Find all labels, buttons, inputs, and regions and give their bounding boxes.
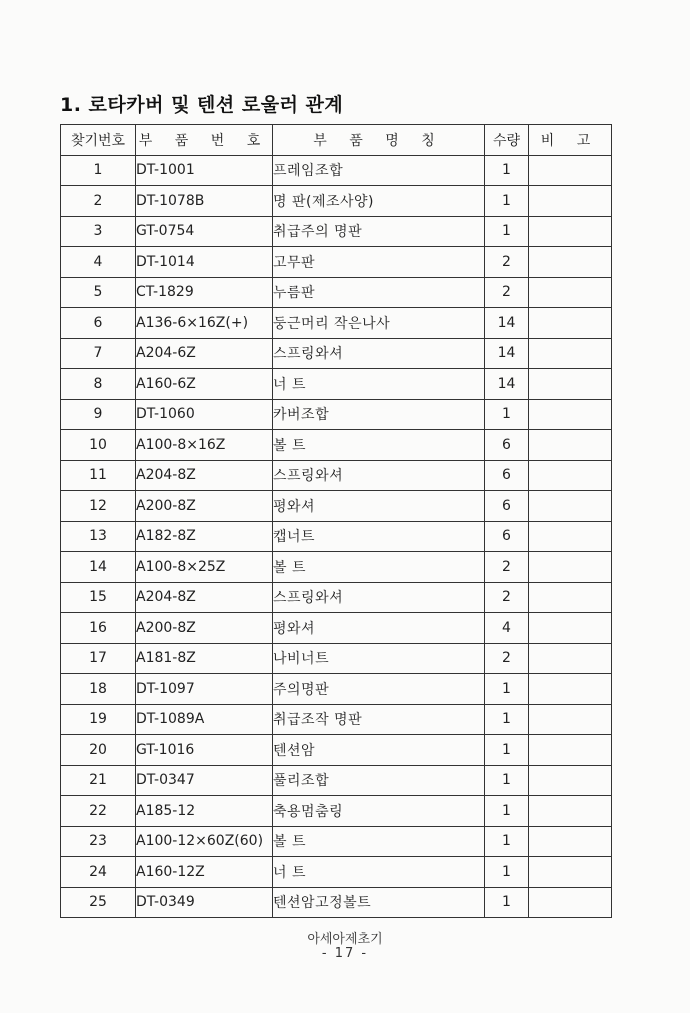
table-row	[61, 338, 612, 369]
cell-remarks	[529, 308, 612, 339]
cell-part-number: DT-1060	[136, 399, 273, 430]
cell-quantity: 6	[485, 460, 529, 491]
cell-find-number: 7	[61, 338, 136, 369]
cell-part-name: 텐션암고정볼트	[273, 887, 485, 918]
table-row	[61, 643, 612, 674]
cell-find-number: 6	[61, 308, 136, 339]
cell-part-number: DT-0347	[136, 765, 273, 796]
page-number: - 17 -	[321, 946, 369, 961]
cell-find-number: 21	[61, 765, 136, 796]
page-title: 1. 로타카버 및 텐션 로울러 관계	[60, 94, 344, 116]
cell-quantity: 1	[485, 704, 529, 735]
parts-table	[60, 124, 612, 918]
cell-remarks	[529, 277, 612, 308]
cell-part-name: 텐션암	[273, 735, 485, 766]
table-row	[61, 735, 612, 766]
cell-find-number: 13	[61, 521, 136, 552]
cell-remarks	[529, 796, 612, 827]
table-row	[61, 460, 612, 491]
cell-part-number: A204-8Z	[136, 460, 273, 491]
cell-part-number: A200-8Z	[136, 613, 273, 644]
header-part-name: 부 품 명 칭	[273, 125, 485, 156]
cell-quantity: 1	[485, 186, 529, 217]
cell-remarks	[529, 857, 612, 888]
cell-find-number: 9	[61, 399, 136, 430]
cell-part-name: 카버조합	[273, 399, 485, 430]
table-row	[61, 613, 612, 644]
cell-quantity: 14	[485, 308, 529, 339]
cell-remarks	[529, 735, 612, 766]
cell-part-number: A136-6×16Z(+)	[136, 308, 273, 339]
cell-part-name: 나비너트	[273, 643, 485, 674]
cell-remarks	[529, 491, 612, 522]
cell-part-number: DT-1089A	[136, 704, 273, 735]
header-quantity: 수량	[485, 125, 529, 156]
table-row	[61, 430, 612, 461]
cell-remarks	[529, 521, 612, 552]
cell-quantity: 1	[485, 735, 529, 766]
cell-part-number: GT-0754	[136, 216, 273, 247]
table-row	[61, 674, 612, 705]
cell-part-name: 스프링와셔	[273, 582, 485, 613]
cell-find-number: 2	[61, 186, 136, 217]
cell-find-number: 23	[61, 826, 136, 857]
cell-part-name: 명 판(제조사양)	[273, 186, 485, 217]
cell-part-number: A100-12×60Z(60)	[136, 826, 273, 857]
cell-find-number: 17	[61, 643, 136, 674]
cell-remarks	[529, 674, 612, 705]
table-row	[61, 491, 612, 522]
cell-part-name: 볼 트	[273, 430, 485, 461]
cell-part-number: A204-6Z	[136, 338, 273, 369]
table-header-row	[61, 125, 612, 156]
cell-remarks	[529, 887, 612, 918]
cell-part-name: 축용멈춤링	[273, 796, 485, 827]
table-row	[61, 552, 612, 583]
cell-part-number: DT-1097	[136, 674, 273, 705]
cell-part-number: DT-0349	[136, 887, 273, 918]
cell-remarks	[529, 582, 612, 613]
cell-quantity: 4	[485, 613, 529, 644]
cell-part-number: A100-8×16Z	[136, 430, 273, 461]
cell-quantity: 2	[485, 582, 529, 613]
cell-part-number: A204-8Z	[136, 582, 273, 613]
table-row	[61, 826, 612, 857]
table-row	[61, 582, 612, 613]
cell-quantity: 1	[485, 796, 529, 827]
cell-part-name: 평와셔	[273, 613, 485, 644]
cell-part-name: 캡너트	[273, 521, 485, 552]
cell-quantity: 14	[485, 369, 529, 400]
cell-find-number: 12	[61, 491, 136, 522]
cell-part-name: 볼 트	[273, 552, 485, 583]
cell-part-name: 풀리조합	[273, 765, 485, 796]
cell-remarks	[529, 216, 612, 247]
cell-remarks	[529, 369, 612, 400]
cell-find-number: 11	[61, 460, 136, 491]
cell-part-name: 스프링와셔	[273, 460, 485, 491]
cell-remarks	[529, 460, 612, 491]
cell-quantity: 2	[485, 277, 529, 308]
cell-find-number: 20	[61, 735, 136, 766]
cell-quantity: 2	[485, 247, 529, 278]
footer-company: 아세아제초기	[307, 932, 383, 947]
cell-find-number: 19	[61, 704, 136, 735]
cell-quantity: 1	[485, 857, 529, 888]
cell-part-number: A160-12Z	[136, 857, 273, 888]
cell-quantity: 1	[485, 399, 529, 430]
cell-part-name: 둥근머리 작은나사	[273, 308, 485, 339]
cell-part-number: A181-8Z	[136, 643, 273, 674]
cell-part-name: 볼 트	[273, 826, 485, 857]
cell-find-number: 24	[61, 857, 136, 888]
cell-remarks	[529, 613, 612, 644]
cell-part-number: A100-8×25Z	[136, 552, 273, 583]
cell-remarks	[529, 765, 612, 796]
table-row	[61, 857, 612, 888]
parts-table-body	[61, 155, 612, 918]
cell-remarks	[529, 155, 612, 186]
cell-part-name: 취급주의 명판	[273, 216, 485, 247]
cell-find-number: 5	[61, 277, 136, 308]
cell-quantity: 6	[485, 430, 529, 461]
cell-part-name: 주의명판	[273, 674, 485, 705]
table-row	[61, 765, 612, 796]
table-row	[61, 521, 612, 552]
table-row	[61, 186, 612, 217]
cell-find-number: 3	[61, 216, 136, 247]
cell-part-name: 너 트	[273, 369, 485, 400]
cell-part-number: A182-8Z	[136, 521, 273, 552]
table-row	[61, 399, 612, 430]
cell-remarks	[529, 430, 612, 461]
cell-part-number: DT-1014	[136, 247, 273, 278]
cell-quantity: 1	[485, 674, 529, 705]
cell-remarks	[529, 338, 612, 369]
cell-part-name: 취급조작 명판	[273, 704, 485, 735]
header-remarks: 비 고	[529, 125, 612, 156]
table-row	[61, 247, 612, 278]
table-row	[61, 216, 612, 247]
table-row	[61, 308, 612, 339]
cell-quantity: 2	[485, 552, 529, 583]
cell-quantity: 2	[485, 643, 529, 674]
table-row	[61, 887, 612, 918]
table-row	[61, 155, 612, 186]
cell-find-number: 25	[61, 887, 136, 918]
cell-part-name: 누름판	[273, 277, 485, 308]
table-row	[61, 369, 612, 400]
cell-remarks	[529, 552, 612, 583]
cell-find-number: 16	[61, 613, 136, 644]
cell-quantity: 6	[485, 521, 529, 552]
cell-find-number: 22	[61, 796, 136, 827]
cell-part-number: A160-6Z	[136, 369, 273, 400]
cell-quantity: 1	[485, 826, 529, 857]
cell-remarks	[529, 186, 612, 217]
cell-part-name: 평와셔	[273, 491, 485, 522]
cell-find-number: 8	[61, 369, 136, 400]
cell-part-name: 프레임조합	[273, 155, 485, 186]
cell-part-number: DT-1001	[136, 155, 273, 186]
cell-remarks	[529, 247, 612, 278]
cell-part-number: DT-1078B	[136, 186, 273, 217]
cell-remarks	[529, 643, 612, 674]
cell-part-number: A200-8Z	[136, 491, 273, 522]
cell-find-number: 14	[61, 552, 136, 583]
cell-find-number: 15	[61, 582, 136, 613]
table-row	[61, 704, 612, 735]
cell-quantity: 14	[485, 338, 529, 369]
cell-remarks	[529, 399, 612, 430]
table-row	[61, 277, 612, 308]
cell-part-number: GT-1016	[136, 735, 273, 766]
cell-part-name: 너 트	[273, 857, 485, 888]
cell-remarks	[529, 704, 612, 735]
cell-part-name: 스프링와셔	[273, 338, 485, 369]
header-find-number: 찾기번호	[61, 125, 136, 156]
cell-quantity: 1	[485, 887, 529, 918]
cell-quantity: 1	[485, 216, 529, 247]
cell-part-number: CT-1829	[136, 277, 273, 308]
table-row	[61, 796, 612, 827]
cell-part-name: 고무판	[273, 247, 485, 278]
cell-quantity: 6	[485, 491, 529, 522]
cell-quantity: 1	[485, 765, 529, 796]
header-part-number: 부 품 번 호	[136, 125, 273, 156]
cell-find-number: 4	[61, 247, 136, 278]
cell-find-number: 18	[61, 674, 136, 705]
cell-find-number: 1	[61, 155, 136, 186]
cell-quantity: 1	[485, 155, 529, 186]
cell-remarks	[529, 826, 612, 857]
cell-find-number: 10	[61, 430, 136, 461]
cell-part-number: A185-12	[136, 796, 273, 827]
